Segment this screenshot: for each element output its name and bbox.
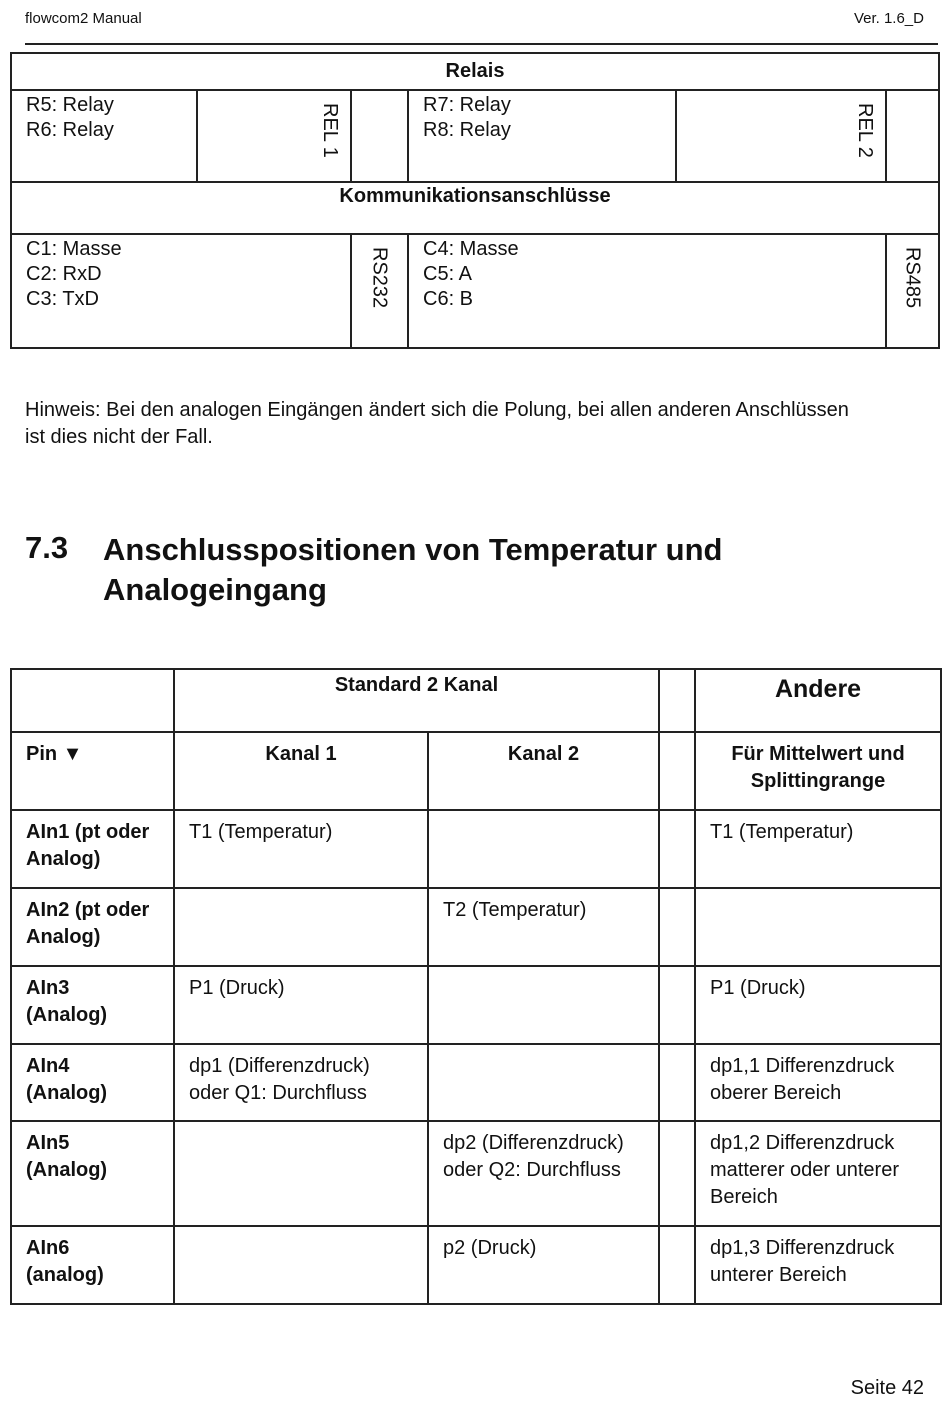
cell-line: dp1,1 Differenzdruck (710, 1055, 895, 1077)
andere-cell (695, 810, 941, 888)
comm-cell-right (408, 234, 886, 348)
andere-cell (695, 1044, 941, 1121)
kanal1-cell (174, 1121, 428, 1226)
manual-title: flowcom2 Manual (25, 10, 142, 27)
relay-line: R7: Relay (423, 94, 511, 116)
kanal2-cell (428, 1226, 659, 1304)
rs232-label: RS232 (368, 247, 391, 309)
cell-line: dp1,3 Differenzdruck (710, 1237, 895, 1259)
kanal1-cell (174, 966, 428, 1044)
spacer-cell (659, 810, 695, 888)
empty-cell (886, 90, 939, 182)
relay-line: R8: Relay (423, 119, 511, 141)
table-row (11, 1226, 941, 1304)
cell-line: dp2 (Differenzdruck) (443, 1132, 624, 1154)
cell-line: (Analog) (26, 1004, 108, 1026)
relais-heading: Relais (11, 53, 939, 90)
relay-cell-left (11, 90, 197, 182)
section-number: 7.3 (25, 530, 69, 565)
cell-line: oder Q1: Durchfluss (189, 1082, 367, 1104)
section-title-line: Analogeingang (103, 572, 327, 607)
relais-table (10, 52, 940, 349)
cell-line: dp1,2 Differenzdruck (710, 1132, 895, 1154)
cell-line: p2 (Druck) (443, 1237, 537, 1259)
version-label: Ver. 1.6_D (853, 10, 924, 27)
cell-line: matterer oder unterer (710, 1159, 899, 1181)
cell-line: AIn2 (pt oder (26, 899, 150, 921)
empty-corner-cell (11, 669, 174, 732)
header-line: Für Mittelwert und (731, 743, 905, 765)
rel1-label: REL 1 (319, 103, 341, 158)
pin-rows (11, 810, 941, 1304)
header-line: Splittingrange (750, 770, 886, 792)
spacer-cell (659, 1121, 695, 1226)
section-title (103, 530, 883, 610)
cell-line: AIn1 (pt oder (26, 821, 150, 843)
comm-line: C5: A (423, 263, 472, 285)
page-number: Seite 42 (850, 1377, 924, 1399)
spacer-cell (659, 1226, 695, 1304)
relay-line: R5: Relay (26, 94, 114, 116)
cell-line: oder Q2: Durchfluss (443, 1159, 621, 1181)
empty-cell (351, 90, 408, 182)
cell-line: Analog) (26, 926, 101, 948)
spacer-cell (659, 732, 695, 810)
section-title-line: Anschlusspositionen von Temperatur und (103, 532, 723, 567)
pin-cell (11, 966, 174, 1044)
cell-line: P1 (Druck) (710, 977, 806, 999)
cell-line: AIn5 (26, 1132, 70, 1154)
andere-cell (695, 1121, 941, 1226)
spacer-cell (659, 966, 695, 1044)
comm-heading: Kommunikationsanschlüsse (11, 182, 939, 234)
spacer-cell (659, 1044, 695, 1121)
cell-line: (Analog) (26, 1082, 108, 1104)
cell-line: Bereich (710, 1186, 778, 1208)
pin-table (10, 668, 942, 1305)
cell-line: AIn6 (26, 1237, 70, 1259)
note-line: Hinweis: Bei den analogen Eingängen ändert sich die Polung, bei allen anderen Anschlüssen (25, 399, 849, 421)
comm-line: C1: Masse (26, 238, 122, 260)
cell-line: AIn3 (26, 977, 70, 999)
kanal1-cell (174, 810, 428, 888)
cell-line: oberer Bereich (710, 1082, 842, 1104)
relay-cell-right (408, 90, 676, 182)
kanal2-header: Kanal 2 (428, 732, 659, 810)
andere-cell (695, 1226, 941, 1304)
cell-line: (analog) (26, 1264, 104, 1286)
kanal2-cell (428, 1121, 659, 1226)
rel2-label: REL 2 (854, 103, 876, 158)
rel2-cell (676, 90, 886, 182)
kanal1-cell (174, 1044, 428, 1121)
kanal1-cell (174, 1226, 428, 1304)
rs485-cell (886, 234, 939, 348)
andere-cell (695, 966, 941, 1044)
standard-group-header: Standard 2 Kanal (174, 669, 659, 732)
pin-cell (11, 888, 174, 966)
note-line: ist dies nicht der Fall. (25, 426, 213, 448)
cell-line: unterer Bereich (710, 1264, 847, 1286)
mittelwert-header (695, 732, 941, 810)
pin-cell (11, 810, 174, 888)
rs485-label: RS485 (901, 247, 924, 309)
spacer-cell (659, 888, 695, 966)
comm-line: C2: RxD (26, 263, 102, 285)
rel1-cell (197, 90, 351, 182)
table-row (11, 1044, 941, 1121)
header-divider (25, 43, 938, 45)
pin-cell (11, 1044, 174, 1121)
andere-cell (695, 888, 941, 966)
kanal2-cell (428, 888, 659, 966)
cell-line: (Analog) (26, 1159, 108, 1181)
kanal2-cell (428, 966, 659, 1044)
relay-line: R6: Relay (26, 119, 114, 141)
cell-line: T2 (Temperatur) (443, 899, 587, 921)
comm-line: C6: B (423, 288, 474, 310)
spacer-cell (659, 669, 695, 732)
cell-line: AIn4 (26, 1055, 70, 1077)
cell-line: P1 (Druck) (189, 977, 285, 999)
andere-group-header: Andere (695, 669, 941, 732)
kanal2-cell (428, 810, 659, 888)
comm-line: C3: TxD (26, 288, 99, 310)
pin-column-header: Pin ▼ (11, 732, 174, 810)
pin-cell (11, 1121, 174, 1226)
cell-line: Analog) (26, 848, 101, 870)
rs232-cell (351, 234, 408, 348)
cell-line: dp1 (Differenzdruck) (189, 1055, 370, 1077)
cell-line: T1 (Temperatur) (189, 821, 333, 843)
kanal1-cell (174, 888, 428, 966)
table-row (11, 966, 941, 1044)
table-row (11, 1121, 941, 1226)
table-row (11, 810, 941, 888)
cell-line: T1 (Temperatur) (710, 821, 854, 843)
kanal2-cell (428, 1044, 659, 1121)
pin-cell (11, 1226, 174, 1304)
comm-cell-left (11, 234, 351, 348)
comm-line: C4: Masse (423, 238, 519, 260)
table-row (11, 888, 941, 966)
kanal1-header: Kanal 1 (174, 732, 428, 810)
polarity-note (25, 397, 930, 451)
